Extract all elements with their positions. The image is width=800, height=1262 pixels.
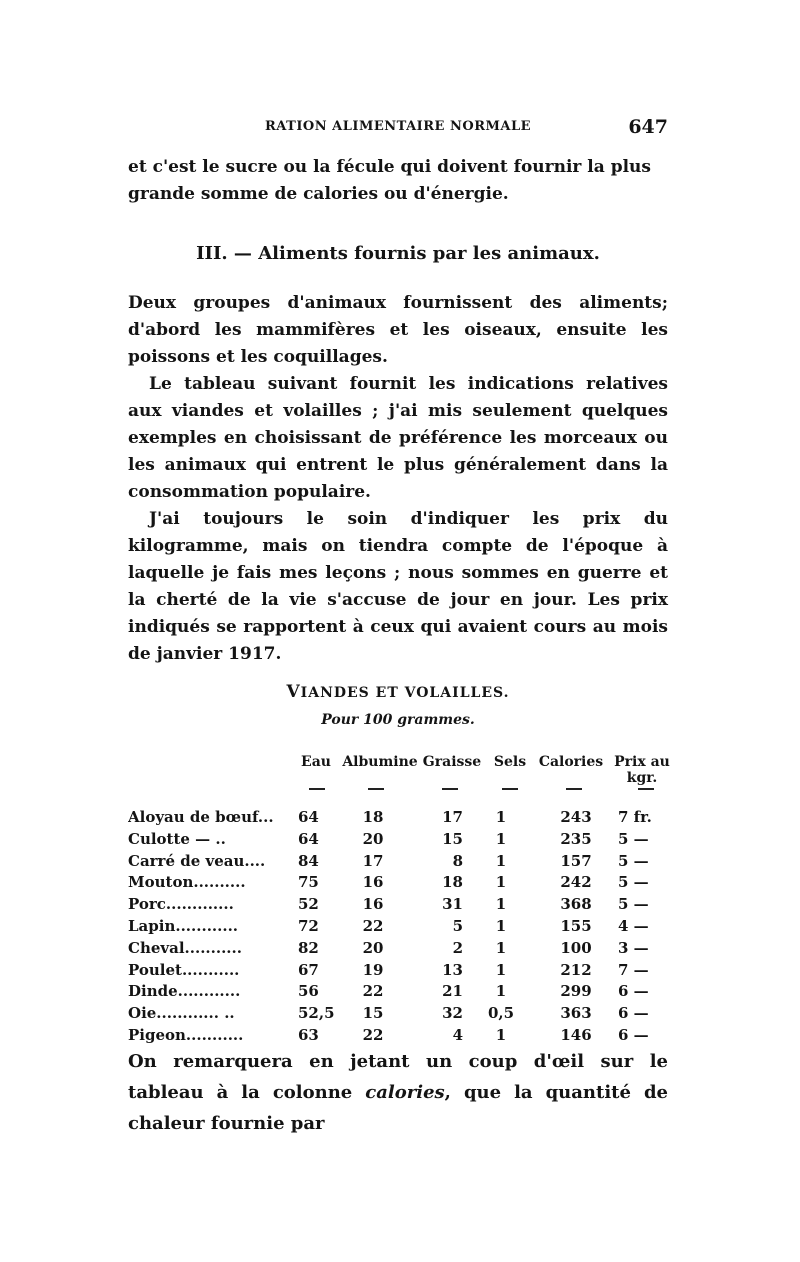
table-row [128,873,673,894]
cell-graisse: 31 [442,895,463,914]
cell-graisse: 8 [452,851,463,870]
cell-graisse: 21 [442,982,463,1001]
cell-prix: 6 — [618,1004,649,1023]
cell-eau: 64 [298,808,319,826]
table-row [128,939,673,960]
section-heading: III. — Aliments fournis par les animaux. [196,243,600,264]
cell-albumine: 22 [362,917,384,935]
column-header-sels: Sels [493,754,527,770]
cell-prix: 5 — [618,873,649,892]
row-label: Poulet........... [128,960,240,979]
table-subtitle: Pour 100 grammes. [321,712,475,728]
row-label: Aloyau de bœuf... [128,808,274,826]
header-dash [309,788,325,790]
cell-prix: 7 — [618,960,649,979]
cell-calories: 157 [560,851,592,870]
cell-albumine: 16 [362,873,384,892]
cell-sels: 1 [495,808,507,826]
row-label: Dinde............ [128,982,241,1001]
closing-text-start: On remarquera en jetant un coup d'œil sur le tableau à la colonne [128,1051,668,1103]
cell-albumine: 20 [362,829,384,848]
cell-sels: 1 [495,982,507,1001]
cell-eau: 64 [298,829,319,848]
cell-prix: 6 — [618,982,649,1001]
table-row [128,961,673,982]
cell-sels: 1 [495,851,507,870]
cell-eau: 84 [298,851,319,870]
cell-prix: 5 — [618,895,649,914]
cell-sels: 1 [495,895,507,914]
cell-calories: 146 [560,1026,592,1044]
header-dash [368,788,384,790]
closing-text [128,1046,668,1139]
cell-calories: 212 [560,960,592,979]
header-dash [442,788,458,790]
cell-sels: 1 [495,873,507,892]
table-title-initial: V [286,682,301,702]
row-label: Mouton.......... [128,873,246,892]
cell-graisse: 4 [452,1026,463,1044]
table-row [128,1026,673,1047]
cell-albumine: 20 [362,938,384,957]
cell-graisse: 32 [442,1004,463,1023]
cell-albumine: 15 [362,1004,384,1023]
cell-prix: 7 fr. [618,808,652,826]
column-header-graisse: Graisse [422,754,482,770]
header-dash [638,788,654,790]
column-header-albumine: Albumine [342,754,418,770]
intro-text [128,154,668,208]
cell-sels: 1 [495,917,507,935]
cell-calories: 299 [560,982,592,1001]
cell-calories: 155 [560,917,592,935]
closing-text-end: , que la quantité de chaleur fournie par [128,1082,668,1134]
closing-emphasis: calories [365,1082,445,1103]
cell-albumine: 16 [362,895,384,914]
cell-albumine: 18 [362,808,384,826]
header-dash [566,788,582,790]
column-header-calories: Calories [538,754,604,770]
table-row [128,830,673,851]
row-label: Pigeon........... [128,1026,244,1044]
cell-calories: 363 [560,1004,592,1023]
cell-sels: 1 [495,1026,507,1044]
cell-albumine: 19 [362,960,384,979]
cell-graisse: 5 [452,917,463,935]
cell-sels: 0,5 [487,1004,515,1023]
cell-albumine: 17 [362,851,384,870]
page-number: 647 [628,116,668,138]
cell-calories: 235 [560,829,592,848]
cell-prix: 5 — [618,851,649,870]
paragraph: Deux groupes d'animaux fournissent des aliments; d'abord les mammifères et les oiseaux, ensuite les poissons et les coquillages. [128,293,668,367]
cell-calories: 100 [560,938,592,957]
table-row [128,852,673,873]
row-label: Oie............ .. [128,1004,235,1023]
cell-sels: 1 [495,938,507,957]
cell-calories: 368 [560,895,592,914]
cell-eau: 56 [298,982,319,1001]
table-row [128,1004,673,1025]
cell-eau: 52,5 [298,1004,335,1023]
running-title: RATION ALIMENTAIRE NORMALE [264,119,532,134]
cell-eau: 82 [298,938,319,957]
cell-sels: 1 [495,960,507,979]
row-label: Culotte — .. [128,829,226,848]
cell-prix: 4 — [618,917,649,935]
cell-sels: 1 [495,829,507,848]
body-paragraphs [128,290,668,668]
row-label: Lapin............ [128,917,239,935]
row-label: Cheval........... [128,938,242,957]
cell-graisse: 15 [442,829,463,848]
cell-calories: 242 [560,873,592,892]
cell-eau: 52 [298,895,319,914]
column-header-prix: Prix au kgr. [614,754,670,786]
cell-calories: 243 [560,808,592,826]
cell-eau: 67 [298,960,319,979]
row-label: Carré de veau.... [128,851,266,870]
paragraph: Le tableau suivant fournit les indications relatives aux viandes et volailles ; j'ai mis seulement quelques exemples en choisissant de préférence les morceaux ou les animaux qui entrent le plus généralement dans la consommation populaire. [128,374,668,502]
cell-albumine: 22 [362,1026,384,1044]
table-row [128,895,673,916]
cell-prix: 5 — [618,829,649,848]
cell-prix: 3 — [618,938,649,957]
cell-eau: 63 [298,1026,319,1044]
table-title-rest: IANDES ET VOLAILLES. [300,685,510,701]
cell-eau: 75 [298,873,319,892]
running-head [128,116,668,140]
table-row [128,917,673,938]
cell-graisse: 17 [442,808,463,826]
cell-graisse: 2 [452,938,463,957]
intro-line: grande somme de calories ou d'énergie. [128,184,509,204]
cell-prix: 6 — [618,1026,649,1044]
row-label: Porc............. [128,895,234,914]
table-title [128,682,668,702]
paragraph: J'ai toujours le soin d'indiquer les prix du kilogramme, mais on tiendra compte de l'époque à laquelle je fais mes leçons ; nous sommes en guerre et la cherté de la vie s'accuse de jour en jour. Les prix indiqués se rapportent à ceux qui avaient cours au mois de janvier 1917. [128,509,668,664]
cell-albumine: 22 [362,982,384,1001]
table-row [128,808,673,829]
intro-line: et c'est le sucre ou la fécule qui doivent fournir la plus [128,157,651,177]
cell-graisse: 18 [442,873,463,892]
column-header-eau: Eau [301,754,331,770]
cell-eau: 72 [298,917,319,935]
table-row [128,982,673,1003]
cell-graisse: 13 [442,960,463,979]
header-dash [502,788,518,790]
